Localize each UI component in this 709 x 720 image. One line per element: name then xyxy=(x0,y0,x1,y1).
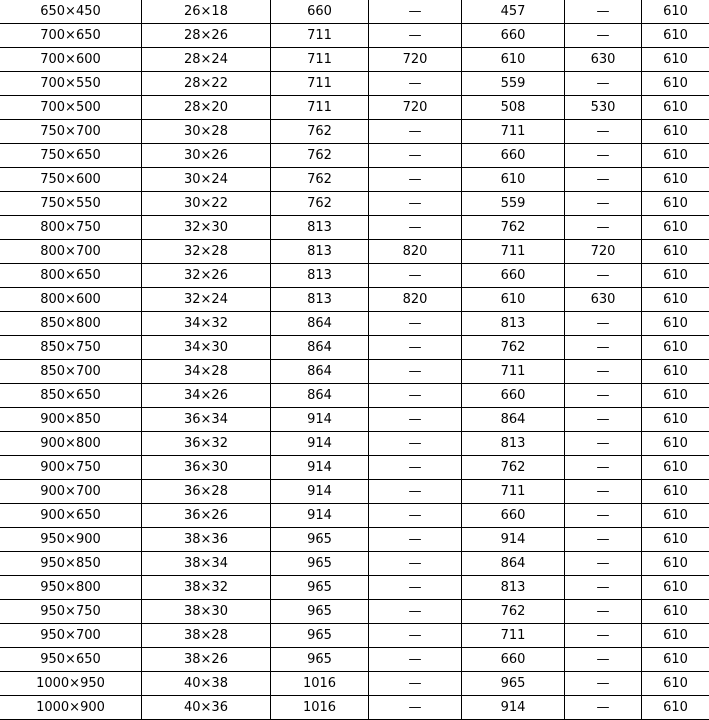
size-inch-cell: 750×650 xyxy=(0,144,142,168)
size-inch-cell: 800×700 xyxy=(0,240,142,264)
value-b-cell: 720 xyxy=(369,48,462,72)
value-a-cell: 965 xyxy=(271,576,369,600)
size-inch-cell: 750×700 xyxy=(0,120,142,144)
value-b-cell: — xyxy=(369,600,462,624)
size-code-cell: 32×24 xyxy=(142,288,271,312)
size-inch-cell: 900×700 xyxy=(0,480,142,504)
value-c-cell: 508 xyxy=(462,96,565,120)
value-a-cell: 965 xyxy=(271,600,369,624)
value-e-cell: 610 xyxy=(642,312,709,336)
value-e-cell: 610 xyxy=(642,336,709,360)
value-a-cell: 914 xyxy=(271,456,369,480)
value-d-cell: — xyxy=(565,528,642,552)
size-code-cell: 34×30 xyxy=(142,336,271,360)
value-e-cell: 610 xyxy=(642,0,709,24)
value-d-cell: 530 xyxy=(565,96,642,120)
value-e-cell: 610 xyxy=(642,480,709,504)
value-e-cell: 610 xyxy=(642,600,709,624)
table-row xyxy=(0,552,709,576)
value-c-cell: 864 xyxy=(462,552,565,576)
table-row xyxy=(0,192,709,216)
value-a-cell: 965 xyxy=(271,528,369,552)
value-c-cell: 457 xyxy=(462,0,565,24)
value-d-cell: — xyxy=(565,384,642,408)
table-row xyxy=(0,144,709,168)
value-d-cell: — xyxy=(565,504,642,528)
size-code-cell: 36×32 xyxy=(142,432,271,456)
value-a-cell: 914 xyxy=(271,480,369,504)
size-inch-cell: 750×550 xyxy=(0,192,142,216)
value-b-cell: — xyxy=(369,624,462,648)
value-a-cell: 914 xyxy=(271,408,369,432)
value-c-cell: 762 xyxy=(462,336,565,360)
size-inch-cell: 950×700 xyxy=(0,624,142,648)
value-e-cell: 610 xyxy=(642,288,709,312)
size-code-cell: 28×22 xyxy=(142,72,271,96)
table-row xyxy=(0,72,709,96)
size-inch-cell: 950×850 xyxy=(0,552,142,576)
value-b-cell: — xyxy=(369,576,462,600)
size-code-cell: 38×26 xyxy=(142,648,271,672)
size-inch-cell: 900×850 xyxy=(0,408,142,432)
size-inch-cell: 1000×950 xyxy=(0,672,142,696)
value-c-cell: 965 xyxy=(462,672,565,696)
table-row xyxy=(0,24,709,48)
value-e-cell: 610 xyxy=(642,528,709,552)
table-row xyxy=(0,480,709,504)
value-a-cell: 711 xyxy=(271,96,369,120)
value-a-cell: 813 xyxy=(271,216,369,240)
value-b-cell: 820 xyxy=(369,240,462,264)
size-inch-cell: 950×800 xyxy=(0,576,142,600)
size-code-cell: 30×24 xyxy=(142,168,271,192)
value-a-cell: 813 xyxy=(271,288,369,312)
value-d-cell: — xyxy=(565,480,642,504)
value-a-cell: 1016 xyxy=(271,672,369,696)
table-row xyxy=(0,336,709,360)
value-d-cell: — xyxy=(565,168,642,192)
size-code-cell: 38×28 xyxy=(142,624,271,648)
value-e-cell: 610 xyxy=(642,384,709,408)
table-row xyxy=(0,672,709,696)
value-b-cell: — xyxy=(369,216,462,240)
table-row xyxy=(0,120,709,144)
size-code-cell: 38×34 xyxy=(142,552,271,576)
value-c-cell: 914 xyxy=(462,528,565,552)
table-row xyxy=(0,48,709,72)
value-b-cell: — xyxy=(369,480,462,504)
value-b-cell: — xyxy=(369,432,462,456)
value-c-cell: 864 xyxy=(462,408,565,432)
value-c-cell: 660 xyxy=(462,648,565,672)
value-d-cell: — xyxy=(565,144,642,168)
value-e-cell: 610 xyxy=(642,216,709,240)
value-a-cell: 762 xyxy=(271,120,369,144)
size-inch-cell: 700×550 xyxy=(0,72,142,96)
value-c-cell: 711 xyxy=(462,480,565,504)
size-code-cell: 38×36 xyxy=(142,528,271,552)
value-e-cell: 610 xyxy=(642,144,709,168)
value-a-cell: 864 xyxy=(271,336,369,360)
value-c-cell: 660 xyxy=(462,384,565,408)
value-c-cell: 610 xyxy=(462,168,565,192)
value-e-cell: 610 xyxy=(642,240,709,264)
value-d-cell: — xyxy=(565,624,642,648)
size-inch-cell: 1000×900 xyxy=(0,696,142,720)
size-inch-cell: 700×500 xyxy=(0,96,142,120)
value-d-cell: — xyxy=(565,264,642,288)
size-code-cell: 30×26 xyxy=(142,144,271,168)
value-c-cell: 660 xyxy=(462,504,565,528)
value-d-cell: — xyxy=(565,432,642,456)
value-c-cell: 660 xyxy=(462,24,565,48)
value-a-cell: 762 xyxy=(271,168,369,192)
size-code-cell: 26×18 xyxy=(142,0,271,24)
value-e-cell: 610 xyxy=(642,360,709,384)
size-code-cell: 40×36 xyxy=(142,696,271,720)
value-e-cell: 610 xyxy=(642,576,709,600)
size-inch-cell: 700×650 xyxy=(0,24,142,48)
size-code-cell: 28×20 xyxy=(142,96,271,120)
value-a-cell: 660 xyxy=(271,0,369,24)
value-e-cell: 610 xyxy=(642,72,709,96)
value-d-cell: — xyxy=(565,360,642,384)
value-a-cell: 762 xyxy=(271,144,369,168)
value-d-cell: 630 xyxy=(565,288,642,312)
value-e-cell: 610 xyxy=(642,168,709,192)
value-b-cell: — xyxy=(369,24,462,48)
value-c-cell: 711 xyxy=(462,360,565,384)
value-a-cell: 864 xyxy=(271,312,369,336)
value-d-cell: 720 xyxy=(565,240,642,264)
size-inch-cell: 950×900 xyxy=(0,528,142,552)
value-c-cell: 762 xyxy=(462,600,565,624)
value-e-cell: 610 xyxy=(642,456,709,480)
value-a-cell: 1016 xyxy=(271,696,369,720)
value-d-cell: — xyxy=(565,408,642,432)
value-b-cell: — xyxy=(369,72,462,96)
size-code-cell: 34×26 xyxy=(142,384,271,408)
size-inch-cell: 950×650 xyxy=(0,648,142,672)
size-inch-cell: 750×600 xyxy=(0,168,142,192)
value-e-cell: 610 xyxy=(642,504,709,528)
value-e-cell: 610 xyxy=(642,408,709,432)
value-e-cell: 610 xyxy=(642,552,709,576)
value-c-cell: 813 xyxy=(462,432,565,456)
value-a-cell: 914 xyxy=(271,504,369,528)
table-row xyxy=(0,408,709,432)
value-b-cell: — xyxy=(369,360,462,384)
value-d-cell: — xyxy=(565,192,642,216)
table-row xyxy=(0,96,709,120)
value-e-cell: 610 xyxy=(642,696,709,720)
value-e-cell: 610 xyxy=(642,648,709,672)
value-d-cell: — xyxy=(565,336,642,360)
size-inch-cell: 650×450 xyxy=(0,0,142,24)
table-row xyxy=(0,576,709,600)
size-code-cell: 36×28 xyxy=(142,480,271,504)
table-row xyxy=(0,432,709,456)
size-code-cell: 30×22 xyxy=(142,192,271,216)
value-c-cell: 711 xyxy=(462,624,565,648)
value-e-cell: 610 xyxy=(642,264,709,288)
value-a-cell: 711 xyxy=(271,24,369,48)
table-row xyxy=(0,696,709,720)
size-code-cell: 36×26 xyxy=(142,504,271,528)
size-inch-cell: 700×600 xyxy=(0,48,142,72)
value-a-cell: 864 xyxy=(271,384,369,408)
value-d-cell: — xyxy=(565,456,642,480)
value-b-cell: — xyxy=(369,456,462,480)
value-e-cell: 610 xyxy=(642,624,709,648)
value-c-cell: 660 xyxy=(462,144,565,168)
value-b-cell: — xyxy=(369,504,462,528)
size-code-cell: 28×26 xyxy=(142,24,271,48)
table-row xyxy=(0,624,709,648)
value-b-cell: — xyxy=(369,0,462,24)
size-code-cell: 38×30 xyxy=(142,600,271,624)
value-b-cell: — xyxy=(369,648,462,672)
value-d-cell: — xyxy=(565,576,642,600)
size-code-cell: 34×28 xyxy=(142,360,271,384)
value-d-cell: — xyxy=(565,0,642,24)
value-c-cell: 813 xyxy=(462,312,565,336)
value-d-cell: — xyxy=(565,648,642,672)
size-inch-cell: 900×800 xyxy=(0,432,142,456)
value-d-cell: 630 xyxy=(565,48,642,72)
value-c-cell: 711 xyxy=(462,240,565,264)
size-code-cell: 36×30 xyxy=(142,456,271,480)
value-a-cell: 813 xyxy=(271,240,369,264)
value-c-cell: 559 xyxy=(462,192,565,216)
table-row xyxy=(0,264,709,288)
value-a-cell: 813 xyxy=(271,264,369,288)
value-d-cell: — xyxy=(565,552,642,576)
value-b-cell: — xyxy=(369,336,462,360)
size-inch-cell: 900×650 xyxy=(0,504,142,528)
value-c-cell: 610 xyxy=(462,288,565,312)
value-b-cell: 720 xyxy=(369,96,462,120)
value-d-cell: — xyxy=(565,696,642,720)
size-code-cell: 32×26 xyxy=(142,264,271,288)
value-a-cell: 711 xyxy=(271,72,369,96)
table-row xyxy=(0,240,709,264)
value-d-cell: — xyxy=(565,72,642,96)
table-row xyxy=(0,360,709,384)
value-e-cell: 610 xyxy=(642,120,709,144)
value-c-cell: 660 xyxy=(462,264,565,288)
table-row xyxy=(0,384,709,408)
value-b-cell: — xyxy=(369,528,462,552)
value-b-cell: — xyxy=(369,672,462,696)
value-d-cell: — xyxy=(565,120,642,144)
size-code-cell: 30×28 xyxy=(142,120,271,144)
table-row xyxy=(0,312,709,336)
value-b-cell: — xyxy=(369,408,462,432)
value-b-cell: — xyxy=(369,696,462,720)
size-inch-cell: 850×700 xyxy=(0,360,142,384)
value-a-cell: 965 xyxy=(271,648,369,672)
value-e-cell: 610 xyxy=(642,24,709,48)
value-a-cell: 864 xyxy=(271,360,369,384)
value-c-cell: 762 xyxy=(462,216,565,240)
value-c-cell: 813 xyxy=(462,576,565,600)
value-c-cell: 914 xyxy=(462,696,565,720)
size-code-cell: 28×24 xyxy=(142,48,271,72)
table-row xyxy=(0,600,709,624)
value-b-cell: — xyxy=(369,120,462,144)
value-a-cell: 965 xyxy=(271,624,369,648)
size-code-cell: 32×30 xyxy=(142,216,271,240)
value-e-cell: 610 xyxy=(642,672,709,696)
value-d-cell: — xyxy=(565,312,642,336)
value-b-cell: — xyxy=(369,192,462,216)
size-code-cell: 40×38 xyxy=(142,672,271,696)
size-code-cell: 32×28 xyxy=(142,240,271,264)
table-row xyxy=(0,528,709,552)
value-d-cell: — xyxy=(565,672,642,696)
value-e-cell: 610 xyxy=(642,192,709,216)
value-e-cell: 610 xyxy=(642,432,709,456)
value-c-cell: 711 xyxy=(462,120,565,144)
table-row xyxy=(0,216,709,240)
size-inch-cell: 850×750 xyxy=(0,336,142,360)
value-b-cell: — xyxy=(369,168,462,192)
table-row xyxy=(0,456,709,480)
value-d-cell: — xyxy=(565,600,642,624)
value-c-cell: 610 xyxy=(462,48,565,72)
table-row xyxy=(0,288,709,312)
value-b-cell: — xyxy=(369,264,462,288)
size-code-cell: 36×34 xyxy=(142,408,271,432)
size-code-cell: 38×32 xyxy=(142,576,271,600)
value-a-cell: 914 xyxy=(271,432,369,456)
value-a-cell: 965 xyxy=(271,552,369,576)
value-c-cell: 559 xyxy=(462,72,565,96)
value-b-cell: 820 xyxy=(369,288,462,312)
value-a-cell: 762 xyxy=(271,192,369,216)
table-row xyxy=(0,504,709,528)
value-d-cell: — xyxy=(565,216,642,240)
value-b-cell: — xyxy=(369,312,462,336)
value-d-cell: — xyxy=(565,24,642,48)
size-inch-cell: 850×800 xyxy=(0,312,142,336)
table-row xyxy=(0,168,709,192)
value-b-cell: — xyxy=(369,384,462,408)
value-a-cell: 711 xyxy=(271,48,369,72)
size-inch-cell: 800×600 xyxy=(0,288,142,312)
table-row xyxy=(0,0,709,24)
value-b-cell: — xyxy=(369,144,462,168)
size-inch-cell: 850×650 xyxy=(0,384,142,408)
value-e-cell: 610 xyxy=(642,48,709,72)
size-inch-cell: 800×750 xyxy=(0,216,142,240)
size-inch-cell: 950×750 xyxy=(0,600,142,624)
value-e-cell: 610 xyxy=(642,96,709,120)
size-inch-cell: 900×750 xyxy=(0,456,142,480)
size-inch-cell: 800×650 xyxy=(0,264,142,288)
table-row xyxy=(0,648,709,672)
size-code-cell: 34×32 xyxy=(142,312,271,336)
value-c-cell: 762 xyxy=(462,456,565,480)
value-b-cell: — xyxy=(369,552,462,576)
